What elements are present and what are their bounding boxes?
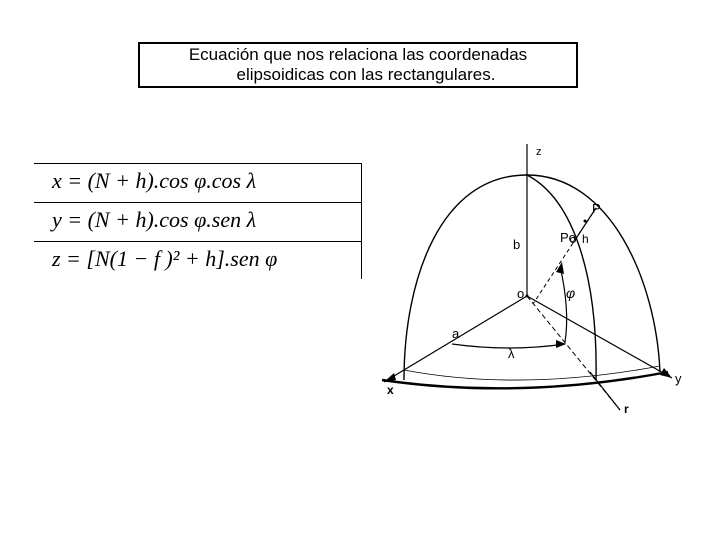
label-phi: φ <box>566 285 576 301</box>
equation-z: z = [N(1 − f )² + h].sen φ <box>52 246 278 271</box>
origin-point <box>526 295 529 298</box>
title-line-1: Ecuación que nos relaciona las coordenadas <box>188 45 528 64</box>
label-h: h <box>582 232 589 246</box>
label-z: z <box>536 146 542 158</box>
label-lambda: λ <box>508 346 515 361</box>
title-line-2: elipsoidicas con las rectangulares. <box>236 65 496 84</box>
meridian-through-p <box>527 175 596 380</box>
equator-arc-inner <box>404 366 660 380</box>
label-o: o <box>517 286 525 301</box>
r-line-ext <box>590 372 620 410</box>
label-y: y <box>675 371 682 386</box>
p-point <box>584 220 587 223</box>
phi-arc <box>560 266 567 342</box>
equation-y: y = (N + h).cos φ.sen λ <box>52 207 257 232</box>
label-r: r <box>624 402 629 416</box>
label-b: b <box>513 237 521 252</box>
label-x: x <box>387 383 394 397</box>
equation-x: x = (N + h).cos φ.cos λ <box>52 168 257 193</box>
label-p: P <box>592 201 601 216</box>
label-a: a <box>452 326 460 341</box>
y-axis-arrow <box>660 368 672 378</box>
label-po: Po <box>560 230 576 245</box>
